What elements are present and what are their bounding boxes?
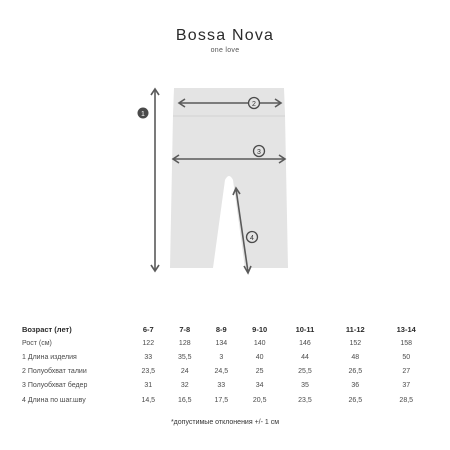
table-cell: 122	[142, 339, 155, 347]
table-cell: 27	[402, 368, 411, 376]
table-cell: 33	[217, 382, 226, 390]
svg-text:4: 4	[250, 235, 254, 242]
column-header: 8-9	[215, 324, 227, 334]
table-cell: 23,5	[141, 368, 156, 376]
table-cell: 34	[255, 382, 264, 390]
table-cell: 17,5	[214, 396, 229, 404]
column-header: 7-8	[179, 324, 191, 334]
brand-name: Bossa Nova	[175, 27, 275, 44]
table-cell: 31	[144, 382, 153, 390]
table-cell: 44	[301, 353, 309, 361]
table-cell: 25,5	[298, 368, 312, 376]
table-cell: 140	[253, 339, 266, 347]
row-label: Рост (см)	[22, 339, 52, 347]
table-cell: 20,5	[252, 396, 267, 404]
table-row	[22, 393, 432, 407]
table-cell: 23,5	[298, 396, 312, 404]
row-label: 3 Полуобхват бедер	[22, 382, 88, 390]
table-cell: 35,5	[177, 353, 192, 361]
table-row	[22, 336, 432, 350]
table-cell: 40	[255, 353, 264, 361]
svg-text:3: 3	[257, 149, 261, 156]
tolerance-note: *допустимые отклонения +/- 1 см	[170, 419, 280, 426]
table-cell: 3	[219, 353, 224, 361]
header-age-label: Возраст (лет)	[22, 324, 72, 334]
row-label: 4 Длина по шаг.шву	[22, 396, 86, 404]
table-cell: 28,5	[399, 396, 414, 404]
table-cell: 16,5	[177, 396, 192, 404]
column-header: 11-12	[345, 324, 365, 334]
shorts-silhouette	[170, 88, 288, 268]
table-cell: 37	[402, 382, 411, 390]
column-header: 6-7	[142, 324, 154, 334]
svg-text:1: 1	[141, 111, 145, 118]
table-cell: 36	[351, 382, 360, 390]
marker-2	[249, 98, 260, 109]
row-label: 1 Длина изделия	[22, 353, 77, 361]
table-cell: 26,5	[348, 368, 363, 376]
table-cell: 24,5	[214, 368, 229, 376]
column-header: 9-10	[252, 324, 268, 334]
marker-4	[247, 232, 258, 243]
marker-3	[254, 146, 265, 157]
table-cell: 14,5	[141, 396, 156, 404]
table-cell: 26,5	[348, 396, 363, 404]
table-cell: 128	[178, 339, 191, 347]
measure-length-arrow	[151, 89, 159, 271]
table-row	[22, 365, 432, 379]
table-cell: 48	[351, 353, 360, 361]
table-cell: 32	[180, 382, 189, 390]
row-label: 2 Полуобхват талии	[22, 368, 87, 376]
table-cell: 146	[299, 339, 311, 347]
marker-1	[138, 108, 149, 119]
table-cell: 134	[215, 339, 228, 347]
table-header-row	[22, 322, 432, 336]
brand-tagline: one love	[210, 47, 240, 54]
table-cell: 35	[301, 382, 309, 390]
svg-text:2: 2	[252, 101, 256, 108]
table-cell: 25	[255, 368, 264, 376]
table-row	[22, 350, 432, 364]
column-header: 10-11	[295, 324, 315, 334]
column-header: 13-14	[396, 324, 416, 334]
table-cell: 24	[180, 368, 189, 376]
table-cell: 152	[349, 339, 362, 347]
table-cell: 50	[402, 353, 411, 361]
table-row	[22, 379, 432, 393]
size-table	[22, 322, 432, 407]
table-cell: 158	[400, 339, 413, 347]
table-cell: 33	[144, 353, 153, 361]
